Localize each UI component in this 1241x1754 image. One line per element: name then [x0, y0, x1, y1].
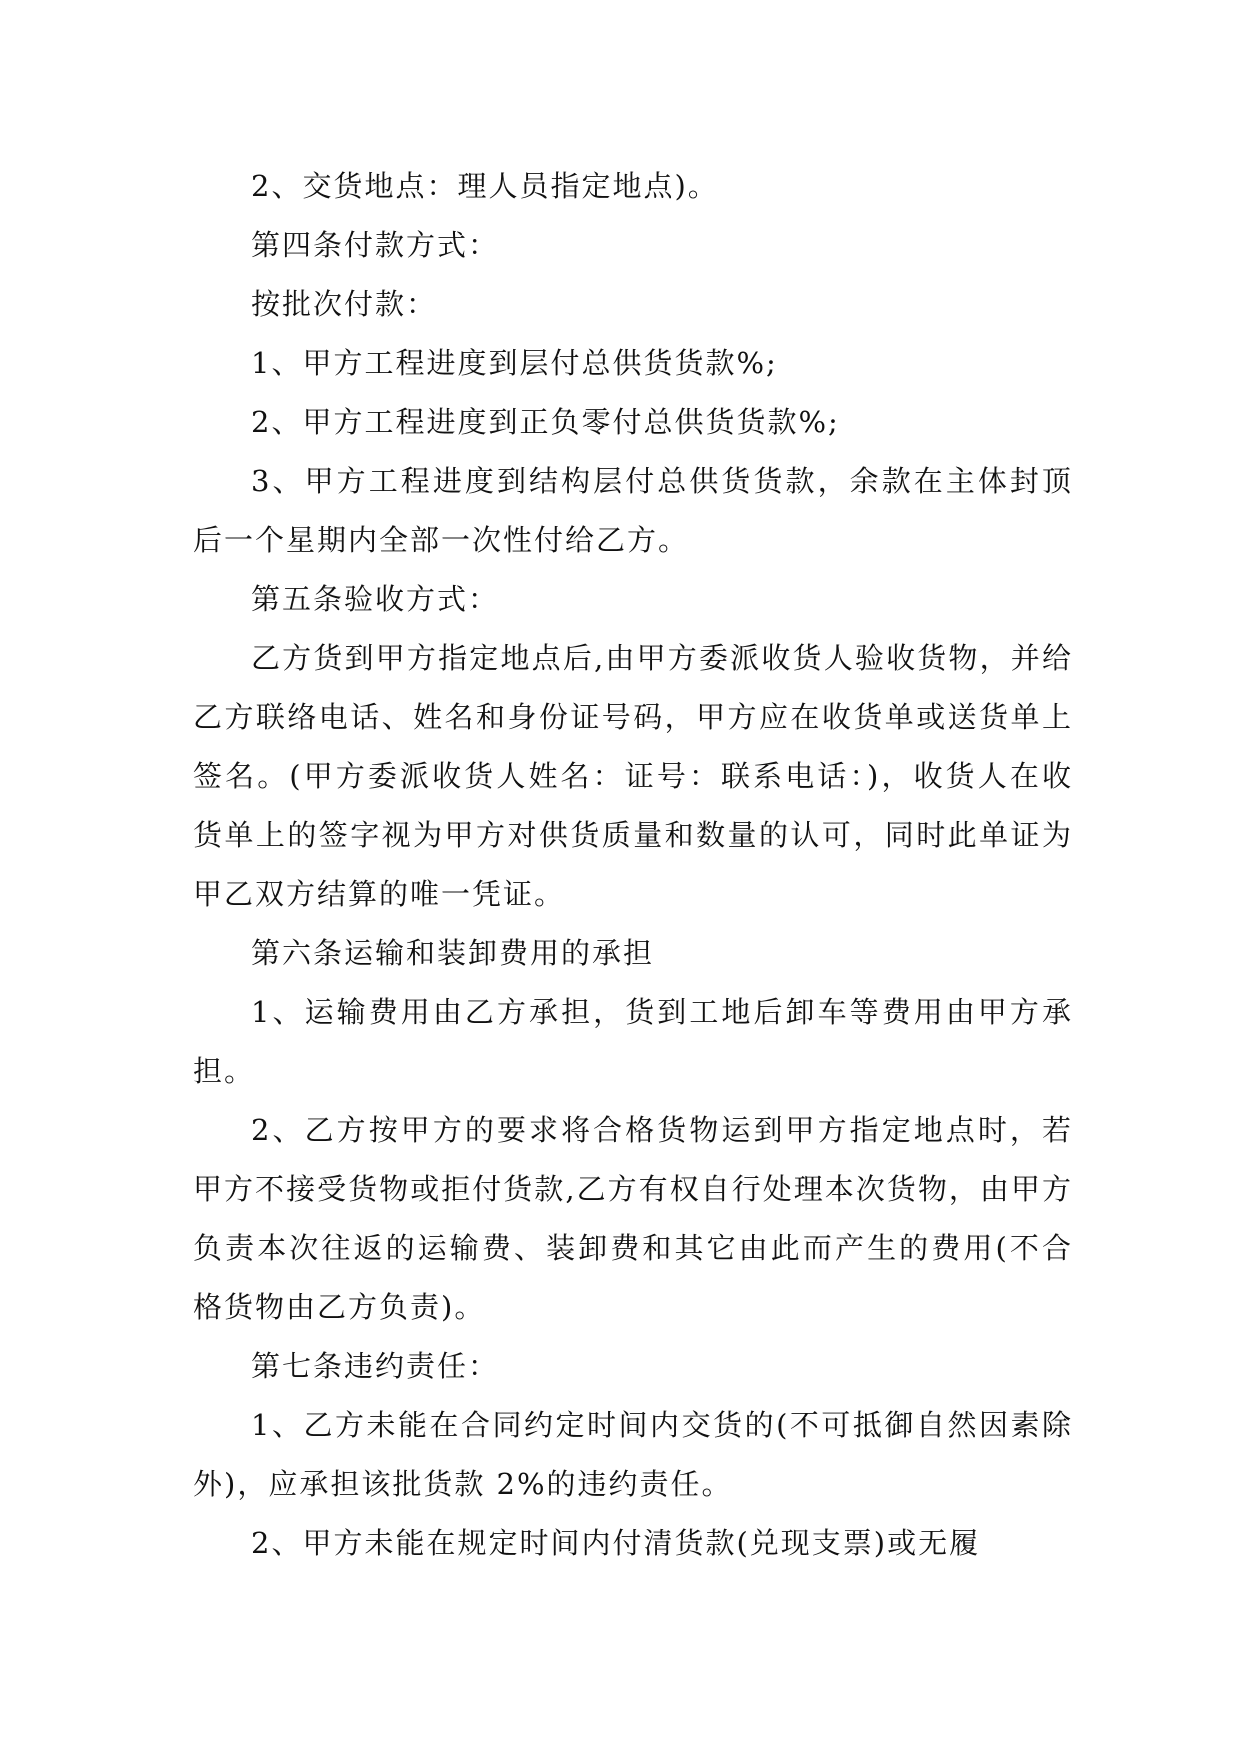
paragraph-payment-by-batch: 按批次付款： — [251, 287, 438, 321]
heading-article-7-liability: 第七条违约责任： — [251, 1349, 500, 1383]
heading-article-5-acceptance: 第五条验收方式： — [251, 582, 500, 616]
paragraph-transport-item-1: 1、运输费用由乙方承担，货到工地后卸车等费用由甲方承担。 — [193, 995, 1073, 1088]
document-body — [193, 157, 1073, 1573]
paragraph-transport-item-2: 2、乙方按甲方的要求将合格货物运到甲方指定地点时，若甲方不接受货物或拒付货款,乙方有权自行处理本次货物，由甲方负责本次往返的运输费、装卸费和其它由此而产生的费用(不合格货物由乙方负责)。 — [193, 1113, 1073, 1324]
paragraph-liability-item-2: 2、甲方未能在规定时间内付清货款(兑现支票)或无履 — [251, 1526, 981, 1560]
paragraph-payment-item-1: 1、甲方工程进度到层付总供货货款%; — [251, 346, 778, 380]
paragraph-liability-item-1: 1、乙方未能在合同约定时间内交货的(不可抵御自然因素除外)，应承担该批货款 2%的违约责任。 — [193, 1408, 1073, 1501]
heading-article-4-payment: 第四条付款方式： — [251, 228, 500, 262]
paragraph-acceptance-details: 乙方货到甲方指定地点后,由甲方委派收货人验收货物，并给乙方联络电话、姓名和身份证号码，甲方应在收货单或送货单上签名。(甲方委派收货人姓名：证号：联系电话：)，收货人在收货单上的签字视为甲方对供货质量和数量的认可，同时此单证为甲乙双方结算的唯一凭证。 — [193, 641, 1073, 911]
paragraph-payment-item-3: 3、甲方工程进度到结构层付总供货货款，余款在主体封顶后一个星期内全部一次性付给乙方。 — [193, 464, 1073, 557]
paragraph-payment-item-2: 2、甲方工程进度到正负零付总供货货款%; — [251, 405, 840, 439]
paragraph-delivery-location: 2、交货地点：理人员指定地点)。 — [251, 169, 719, 203]
heading-article-6-transport: 第六条运输和装卸费用的承担 — [251, 936, 655, 970]
